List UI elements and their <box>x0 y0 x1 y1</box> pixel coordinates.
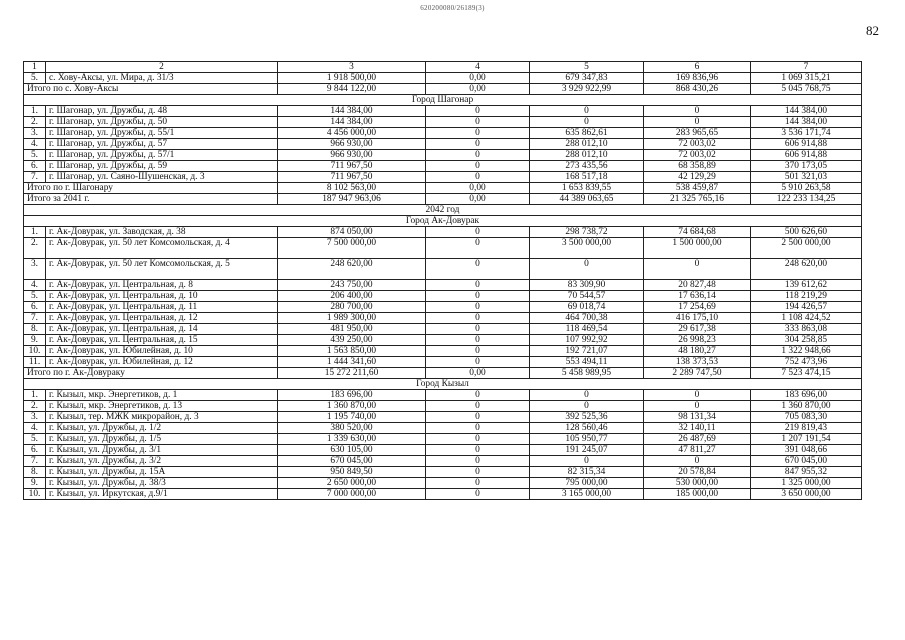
amount-cell: 635 862,61 <box>530 128 644 139</box>
row-number: 5. <box>24 434 46 445</box>
column-number-cell: 2 <box>46 62 278 73</box>
total-value: 1 653 839,55 <box>530 183 644 194</box>
amount-cell: 0 <box>426 478 530 489</box>
amount-cell: 392 525,36 <box>530 412 644 423</box>
amount-cell: 0 <box>426 412 530 423</box>
amount-cell: 183 696,00 <box>751 390 862 401</box>
amount-cell: 950 849,50 <box>278 467 426 478</box>
amount-cell: 98 131,34 <box>644 412 751 423</box>
table-row <box>24 227 862 238</box>
housing-program-table <box>23 61 862 500</box>
column-number-cell: 4 <box>426 62 530 73</box>
amount-cell: 194 426,57 <box>751 302 862 313</box>
amount-cell: 711 967,50 <box>278 172 426 183</box>
row-number: 7. <box>24 456 46 467</box>
section-header-row <box>24 216 862 227</box>
table-row <box>24 280 862 291</box>
table-row <box>24 335 862 346</box>
address-cell: г. Ак-Довурак, ул. Центральная, д. 8 <box>46 280 278 291</box>
amount-cell: 0 <box>644 401 751 412</box>
total-row <box>24 84 862 95</box>
amount-cell: 20 827,48 <box>644 280 751 291</box>
row-number: 10. <box>24 346 46 357</box>
amount-cell: 0 <box>426 401 530 412</box>
amount-cell: 1 195 740,00 <box>278 412 426 423</box>
row-number: 3. <box>24 259 46 280</box>
amount-cell: 1 339 630,00 <box>278 434 426 445</box>
amount-cell: 248 620,00 <box>751 259 862 280</box>
amount-cell: 72 003,02 <box>644 150 751 161</box>
address-cell: г. Шагонар, ул. Дружбы, д. 50 <box>46 117 278 128</box>
amount-cell: 630 105,00 <box>278 445 426 456</box>
amount-cell: 273 435,56 <box>530 161 644 172</box>
row-number: 10. <box>24 489 46 500</box>
table-row <box>24 346 862 357</box>
amount-cell: 0 <box>426 324 530 335</box>
table-row <box>24 357 862 368</box>
address-cell: г. Кызыл, ул. Иркутская, д.9/1 <box>46 489 278 500</box>
address-cell: г. Ак-Довурак, ул. Центральная, д. 14 <box>46 324 278 335</box>
amount-cell: 144 384,00 <box>278 106 426 117</box>
total-value: 0,00 <box>426 183 530 194</box>
table-row <box>24 128 862 139</box>
table-row <box>24 434 862 445</box>
amount-cell: 0 <box>644 106 751 117</box>
amount-cell: 192 721,07 <box>530 346 644 357</box>
amount-cell: 17 636,14 <box>644 291 751 302</box>
amount-cell: 705 083,30 <box>751 412 862 423</box>
address-cell: г. Шагонар, ул. Дружбы, д. 57 <box>46 139 278 150</box>
amount-cell: 20 578,84 <box>644 467 751 478</box>
address-cell: г. Кызыл, ул. Дружбы, д. 3/2 <box>46 456 278 467</box>
amount-cell: 144 384,00 <box>751 117 862 128</box>
total-value: 5 910 263,58 <box>751 183 862 194</box>
row-number: 8. <box>24 324 46 335</box>
table-row <box>24 478 862 489</box>
row-number: 8. <box>24 467 46 478</box>
amount-cell: 0 <box>426 302 530 313</box>
amount-cell: 298 738,72 <box>530 227 644 238</box>
address-cell: г. Ак-Довурак, ул. Юбилейная, д. 10 <box>46 346 278 357</box>
amount-cell: 144 384,00 <box>751 106 862 117</box>
amount-cell: 169 836,96 <box>644 73 751 84</box>
row-number: 5. <box>24 150 46 161</box>
total-label: Итого по г. Шагонару <box>24 183 278 194</box>
amount-cell: 304 258,85 <box>751 335 862 346</box>
total-value: 868 430,26 <box>644 84 751 95</box>
address-cell: г. Ак-Довурак, ул. Юбилейная, д. 12 <box>46 357 278 368</box>
amount-cell: 464 700,38 <box>530 313 644 324</box>
address-cell: г. Ак-Довурак, ул. Заводская, д. 38 <box>46 227 278 238</box>
column-number-cell: 6 <box>644 62 751 73</box>
address-cell: г. Кызыл, ул. Дружбы, д. 38/3 <box>46 478 278 489</box>
table-row <box>24 73 862 84</box>
amount-cell: 0 <box>426 489 530 500</box>
amount-cell: 0 <box>426 259 530 280</box>
amount-cell: 185 000,00 <box>644 489 751 500</box>
row-number: 7. <box>24 313 46 324</box>
amount-cell: 42 129,29 <box>644 172 751 183</box>
amount-cell: 248 620,00 <box>278 259 426 280</box>
amount-cell: 0 <box>426 161 530 172</box>
address-cell: г. Шагонар, ул. Дружбы, д. 55/1 <box>46 128 278 139</box>
amount-cell: 847 955,32 <box>751 467 862 478</box>
row-number: 9. <box>24 478 46 489</box>
address-cell: г. Шагонар, ул. Дружбы, д. 48 <box>46 106 278 117</box>
row-number: 9. <box>24 335 46 346</box>
total-value: 5 458 989,95 <box>530 368 644 379</box>
amount-cell: 0 <box>644 456 751 467</box>
amount-cell: 0 <box>426 467 530 478</box>
table-row <box>24 238 862 259</box>
amount-cell: 0 <box>426 313 530 324</box>
total-value: 0,00 <box>426 194 530 205</box>
row-number: 7. <box>24 172 46 183</box>
amount-cell: 1 918 500,00 <box>278 73 426 84</box>
amount-cell: 670 045,00 <box>751 456 862 467</box>
section-title: Город Шагонар <box>24 95 862 106</box>
total-value: 7 523 474,15 <box>751 368 862 379</box>
amount-cell: 219 819,43 <box>751 423 862 434</box>
amount-cell: 191 245,07 <box>530 445 644 456</box>
column-number-cell: 1 <box>24 62 46 73</box>
address-cell: г. Кызыл, мкр. Энергетиков, д. 13 <box>46 401 278 412</box>
amount-cell: 7 000 000,00 <box>278 489 426 500</box>
amount-cell: 0 <box>426 128 530 139</box>
amount-cell: 2 500 000,00 <box>751 238 862 259</box>
table-row <box>24 467 862 478</box>
table-row <box>24 139 862 150</box>
total-value: 2 289 747,50 <box>644 368 751 379</box>
column-number-cell: 7 <box>751 62 862 73</box>
amount-cell: 288 012,10 <box>530 139 644 150</box>
amount-cell: 0 <box>426 150 530 161</box>
amount-cell: 47 811,27 <box>644 445 751 456</box>
amount-cell: 416 175,10 <box>644 313 751 324</box>
amount-cell: 0 <box>530 106 644 117</box>
amount-cell: 0 <box>644 390 751 401</box>
total-value: 3 929 922,99 <box>530 84 644 95</box>
amount-cell: 3 536 171,74 <box>751 128 862 139</box>
total-value: 44 389 063,65 <box>530 194 644 205</box>
amount-cell: 874 050,00 <box>278 227 426 238</box>
amount-cell: 26 487,69 <box>644 434 751 445</box>
amount-cell: 183 696,00 <box>278 390 426 401</box>
address-cell: г. Шагонар, ул. Саяно-Шушенская, д. 3 <box>46 172 278 183</box>
address-cell: г. Шагонар, ул. Дружбы, д. 59 <box>46 161 278 172</box>
amount-cell: 1 325 000,00 <box>751 478 862 489</box>
table-row <box>24 106 862 117</box>
amount-cell: 0,00 <box>426 73 530 84</box>
amount-cell: 0 <box>426 456 530 467</box>
amount-cell: 606 914,88 <box>751 139 862 150</box>
table-row <box>24 302 862 313</box>
amount-cell: 107 992,92 <box>530 335 644 346</box>
amount-cell: 1 207 191,54 <box>751 434 862 445</box>
amount-cell: 1 360 870,00 <box>278 401 426 412</box>
table-row <box>24 390 862 401</box>
row-number: 2. <box>24 238 46 259</box>
amount-cell: 500 626,60 <box>751 227 862 238</box>
table-row <box>24 172 862 183</box>
address-cell: г. Кызыл, тер. МЖК микрорайон, д. 3 <box>46 412 278 423</box>
amount-cell: 128 560,46 <box>530 423 644 434</box>
table-row <box>24 117 862 128</box>
amount-cell: 0 <box>426 139 530 150</box>
table-row <box>24 324 862 335</box>
amount-cell: 243 750,00 <box>278 280 426 291</box>
row-number: 3. <box>24 128 46 139</box>
amount-cell: 670 045,00 <box>278 456 426 467</box>
row-number: 3. <box>24 412 46 423</box>
amount-cell: 391 048,66 <box>751 445 862 456</box>
amount-cell: 68 358,89 <box>644 161 751 172</box>
row-number: 6. <box>24 445 46 456</box>
section-header-row <box>24 379 862 390</box>
section-header-row <box>24 95 862 106</box>
table-row <box>24 489 862 500</box>
amount-cell: 0 <box>426 238 530 259</box>
total-value: 5 045 768,75 <box>751 84 862 95</box>
amount-cell: 83 309,90 <box>530 280 644 291</box>
amount-cell: 288 012,10 <box>530 150 644 161</box>
amount-cell: 439 250,00 <box>278 335 426 346</box>
amount-cell: 0 <box>530 401 644 412</box>
amount-cell: 333 863,08 <box>751 324 862 335</box>
amount-cell: 7 500 000,00 <box>278 238 426 259</box>
column-number-cell: 3 <box>278 62 426 73</box>
amount-cell: 1 500 000,00 <box>644 238 751 259</box>
amount-cell: 138 373,53 <box>644 357 751 368</box>
amount-cell: 501 321,03 <box>751 172 862 183</box>
amount-cell: 0 <box>426 390 530 401</box>
amount-cell: 0 <box>426 291 530 302</box>
amount-cell: 0 <box>426 227 530 238</box>
amount-cell: 0 <box>644 259 751 280</box>
address-cell: г. Ак-Довурак, ул. 50 лет Комсомольская, д. 4 <box>46 238 278 259</box>
total-value: 187 947 963,06 <box>278 194 426 205</box>
total-label: Итого за 2041 г. <box>24 194 278 205</box>
table-row <box>24 291 862 302</box>
table-row <box>24 412 862 423</box>
section-header-row <box>24 205 862 216</box>
table-row <box>24 445 862 456</box>
table-row <box>24 259 862 280</box>
amount-cell: 1 108 424,52 <box>751 313 862 324</box>
table-row <box>24 423 862 434</box>
amount-cell: 0 <box>644 117 751 128</box>
amount-cell: 2 650 000,00 <box>278 478 426 489</box>
section-title: Город Кызыл <box>24 379 862 390</box>
amount-cell: 280 700,00 <box>278 302 426 313</box>
row-number: 1. <box>24 106 46 117</box>
amount-cell: 966 930,00 <box>278 150 426 161</box>
total-value: 21 325 765,16 <box>644 194 751 205</box>
address-cell: г. Кызыл, ул. Дружбы, д. 1/2 <box>46 423 278 434</box>
address-cell: г. Кызыл, ул. Дружбы, д. 3/1 <box>46 445 278 456</box>
document-code: 620200080/26189(3) <box>420 4 485 12</box>
amount-cell: 3 165 000,00 <box>530 489 644 500</box>
amount-cell: 0 <box>530 390 644 401</box>
amount-cell: 966 930,00 <box>278 139 426 150</box>
total-value: 0,00 <box>426 84 530 95</box>
address-cell: г. Ак-Довурак, ул. Центральная, д. 11 <box>46 302 278 313</box>
amount-cell: 4 456 000,00 <box>278 128 426 139</box>
amount-cell: 32 140,11 <box>644 423 751 434</box>
address-cell: г. Ак-Довурак, ул. Центральная, д. 12 <box>46 313 278 324</box>
row-number: 4. <box>24 423 46 434</box>
amount-cell: 679 347,83 <box>530 73 644 84</box>
row-number: 2. <box>24 401 46 412</box>
amount-cell: 0 <box>426 357 530 368</box>
amount-cell: 0 <box>426 106 530 117</box>
amount-cell: 553 494,11 <box>530 357 644 368</box>
amount-cell: 48 180,27 <box>644 346 751 357</box>
amount-cell: 168 517,18 <box>530 172 644 183</box>
address-cell: г. Ак-Довурак, ул. Центральная, д. 15 <box>46 335 278 346</box>
amount-cell: 144 384,00 <box>278 117 426 128</box>
row-number: 6. <box>24 302 46 313</box>
total-row <box>24 194 862 205</box>
amount-cell: 74 684,68 <box>644 227 751 238</box>
amount-cell: 752 473,96 <box>751 357 862 368</box>
amount-cell: 26 998,23 <box>644 335 751 346</box>
amount-cell: 606 914,88 <box>751 150 862 161</box>
table-row <box>24 313 862 324</box>
table-row <box>24 161 862 172</box>
amount-cell: 206 400,00 <box>278 291 426 302</box>
total-row <box>24 368 862 379</box>
amount-cell: 118 219,29 <box>751 291 862 302</box>
amount-cell: 69 018,74 <box>530 302 644 313</box>
amount-cell: 72 003,02 <box>644 139 751 150</box>
row-number: 4. <box>24 280 46 291</box>
amount-cell: 0 <box>426 280 530 291</box>
row-number: 2. <box>24 117 46 128</box>
table-row <box>24 456 862 467</box>
amount-cell: 0 <box>426 346 530 357</box>
amount-cell: 530 000,00 <box>644 478 751 489</box>
amount-cell: 105 950,77 <box>530 434 644 445</box>
table-row <box>24 150 862 161</box>
amount-cell: 82 315,34 <box>530 467 644 478</box>
amount-cell: 0 <box>530 117 644 128</box>
amount-cell: 0 <box>426 434 530 445</box>
total-value: 0,00 <box>426 368 530 379</box>
total-row <box>24 183 862 194</box>
amount-cell: 711 967,50 <box>278 161 426 172</box>
row-number: 4. <box>24 139 46 150</box>
amount-cell: 0 <box>426 335 530 346</box>
address-cell: г. Кызыл, ул. Дружбы, д. 15А <box>46 467 278 478</box>
amount-cell: 1 989 300,00 <box>278 313 426 324</box>
amount-cell: 0 <box>426 117 530 128</box>
row-number: 5. <box>24 291 46 302</box>
amount-cell: 0 <box>426 423 530 434</box>
address-cell: г. Кызыл, ул. Дружбы, д. 1/5 <box>46 434 278 445</box>
row-number: 11. <box>24 357 46 368</box>
amount-cell: 1 563 850,00 <box>278 346 426 357</box>
total-label: Итого по г. Ак-Довураку <box>24 368 278 379</box>
column-number-cell: 5 <box>530 62 644 73</box>
total-value: 15 272 211,60 <box>278 368 426 379</box>
address-cell: с. Хову-Аксы, ул. Мира, д. 31/3 <box>46 73 278 84</box>
section-title: 2042 год <box>24 205 862 216</box>
amount-cell: 0 <box>426 445 530 456</box>
total-value: 9 844 122,00 <box>278 84 426 95</box>
amount-cell: 1 444 341,60 <box>278 357 426 368</box>
amount-cell: 370 173,05 <box>751 161 862 172</box>
table-row <box>24 401 862 412</box>
amount-cell: 1 360 870,00 <box>751 401 862 412</box>
amount-cell: 380 520,00 <box>278 423 426 434</box>
amount-cell: 139 612,62 <box>751 280 862 291</box>
section-title: Город Ак-Довурак <box>24 216 862 227</box>
row-number: 5. <box>24 73 46 84</box>
amount-cell: 17 254,69 <box>644 302 751 313</box>
amount-cell: 3 500 000,00 <box>530 238 644 259</box>
amount-cell: 0 <box>530 259 644 280</box>
total-value: 8 102 563,00 <box>278 183 426 194</box>
amount-cell: 283 965,65 <box>644 128 751 139</box>
amount-cell: 29 617,38 <box>644 324 751 335</box>
amount-cell: 795 000,00 <box>530 478 644 489</box>
amount-cell: 3 650 000,00 <box>751 489 862 500</box>
amount-cell: 481 950,00 <box>278 324 426 335</box>
address-cell: г. Ак-Довурак, ул. 50 лет Комсомольская, д. 5 <box>46 259 278 280</box>
row-number: 6. <box>24 161 46 172</box>
amount-cell: 1 069 315,21 <box>751 73 862 84</box>
amount-cell: 1 322 948,66 <box>751 346 862 357</box>
page-number: 82 <box>866 23 879 38</box>
address-cell: г. Кызыл, мкр. Энергетиков, д. 1 <box>46 390 278 401</box>
row-number: 1. <box>24 390 46 401</box>
address-cell: г. Ак-Довурак, ул. Центральная, д. 10 <box>46 291 278 302</box>
amount-cell: 0 <box>426 172 530 183</box>
row-number: 1. <box>24 227 46 238</box>
column-number-row <box>24 62 862 73</box>
address-cell: г. Шагонар, ул. Дружбы, д. 57/1 <box>46 150 278 161</box>
total-label: Итого по с. Хову-Аксы <box>24 84 278 95</box>
amount-cell: 118 469,54 <box>530 324 644 335</box>
total-value: 122 233 134,25 <box>751 194 862 205</box>
amount-cell: 0 <box>530 456 644 467</box>
amount-cell: 70 544,57 <box>530 291 644 302</box>
total-value: 538 459,87 <box>644 183 751 194</box>
